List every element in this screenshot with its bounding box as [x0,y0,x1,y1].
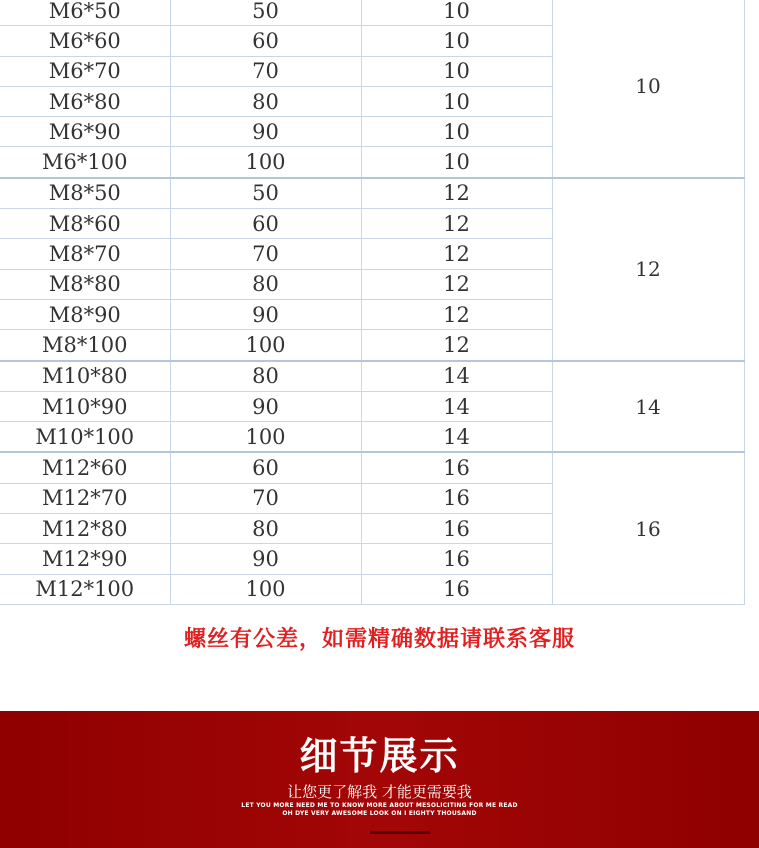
spec-cell: M6*70 [0,56,170,86]
spec-cell: M12*90 [0,544,170,574]
length-cell: 100 [170,147,361,178]
thread-length-cell: 10 [361,117,552,147]
thread-length-cell: 12 [361,239,552,269]
spec-cell: M10*80 [0,361,170,392]
length-cell: 70 [170,239,361,269]
length-cell: 100 [170,330,361,361]
thread-length-cell: 12 [361,209,552,239]
thread-length-cell: 16 [361,452,552,483]
group-value-cell: 14 [552,361,744,453]
banner-subtitle: 让您更了解我 才能更需要我 [287,783,472,801]
length-cell: 50 [170,0,361,26]
length-cell: 100 [170,422,361,453]
spec-cell: M12*80 [0,514,170,544]
thread-length-cell: 10 [361,56,552,86]
spec-cell: M12*60 [0,452,170,483]
thread-length-cell: 16 [361,574,552,604]
group-value-cell: 12 [552,178,744,361]
spec-cell: M10*100 [0,422,170,453]
length-cell: 80 [170,361,361,392]
thread-length-cell: 14 [361,361,552,392]
length-cell: 50 [170,178,361,209]
banner-divider [370,831,430,834]
spec-cell: M12*100 [0,574,170,604]
thread-length-cell: 10 [361,26,552,56]
banner-english-line-1: LET YOU MORE NEED ME TO KNOW MORE ABOUT MESOLICITING FOR ME READ [241,802,518,809]
table-row [0,0,744,26]
spec-cell: M8*60 [0,209,170,239]
thread-length-cell: 16 [361,483,552,513]
thread-length-cell: 10 [361,86,552,116]
table-row [0,178,744,209]
spec-cell: M6*60 [0,26,170,56]
spec-cell: M6*50 [0,0,170,26]
group-value-cell: 16 [552,452,744,604]
spec-cell: M8*80 [0,269,170,299]
spec-cell: M12*70 [0,483,170,513]
thread-length-cell: 12 [361,269,552,299]
length-cell: 80 [170,514,361,544]
length-cell: 60 [170,26,361,56]
length-cell: 60 [170,209,361,239]
spec-cell: M8*90 [0,299,170,329]
detail-banner [0,711,759,848]
thread-length-cell: 14 [361,422,552,453]
group-value-cell: 10 [552,0,744,178]
thread-length-cell: 12 [361,330,552,361]
spec-cell: M8*70 [0,239,170,269]
length-cell: 70 [170,483,361,513]
tolerance-notice: 螺丝有公差，如需精确数据请联系客服 [183,626,575,652]
spec-cell: M6*100 [0,147,170,178]
table-row [0,452,744,483]
thread-length-cell: 12 [361,178,552,209]
length-cell: 90 [170,299,361,329]
thread-length-cell: 16 [361,544,552,574]
thread-length-cell: 12 [361,299,552,329]
length-cell: 80 [170,86,361,116]
spec-cell: M8*50 [0,178,170,209]
table-row [0,361,744,392]
length-cell: 90 [170,391,361,421]
thread-length-cell: 10 [361,0,552,26]
spec-cell: M10*90 [0,391,170,421]
banner-title: 细节展示 [299,734,460,778]
thread-length-cell: 16 [361,514,552,544]
length-cell: 90 [170,117,361,147]
spec-cell: M6*90 [0,117,170,147]
length-cell: 90 [170,544,361,574]
thread-length-cell: 14 [361,391,552,421]
length-cell: 100 [170,574,361,604]
spec-cell: M8*100 [0,330,170,361]
length-cell: 70 [170,56,361,86]
banner-english-line-2: OH DYE VERY AWESOME LOOK ON I EIGHTY THOUSAND [282,810,477,817]
length-cell: 60 [170,452,361,483]
length-cell: 80 [170,269,361,299]
spec-cell: M6*80 [0,86,170,116]
thread-length-cell: 10 [361,147,552,178]
